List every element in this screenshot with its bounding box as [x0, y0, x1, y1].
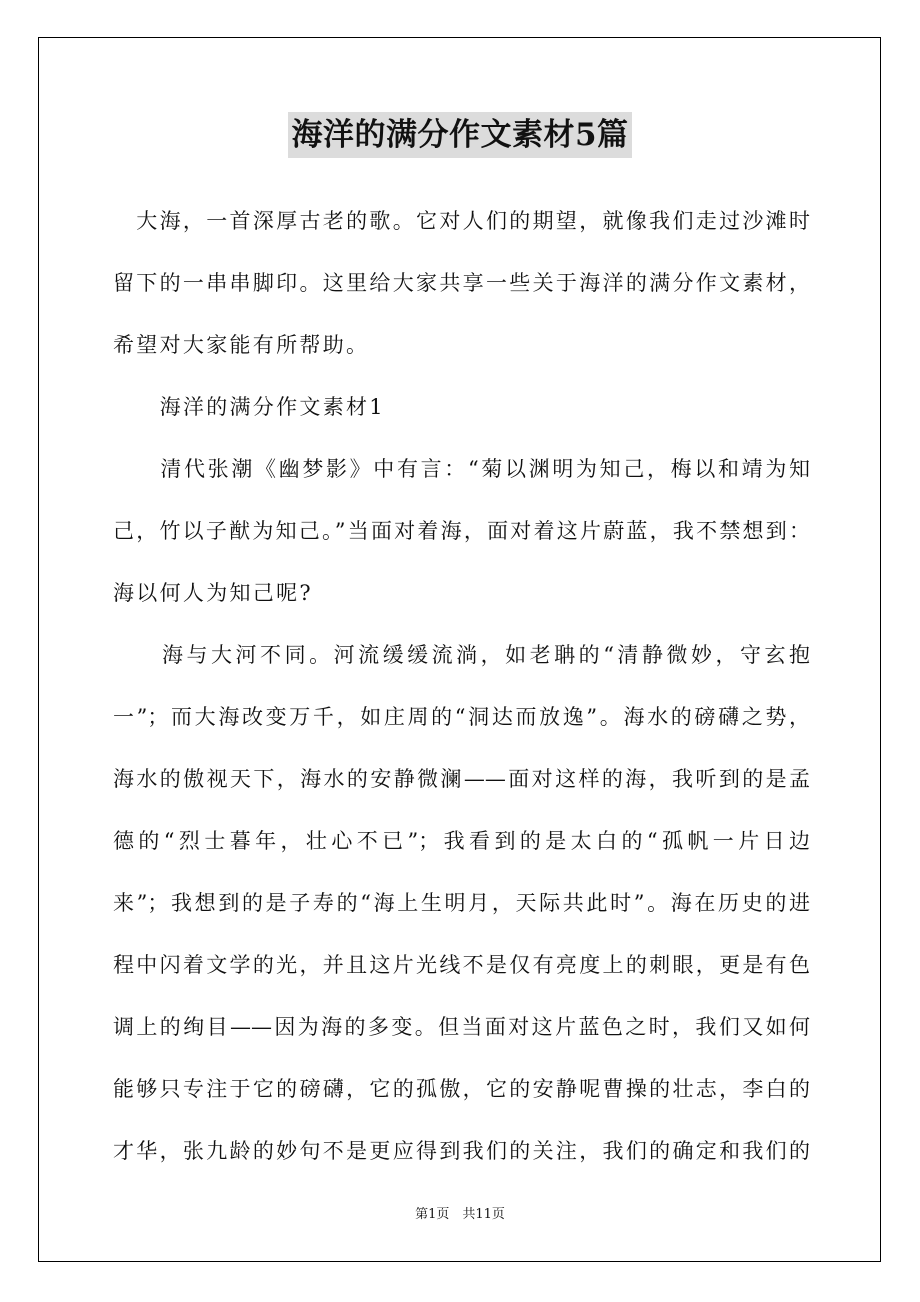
text-line: 大海，一首深厚古老的歌。它对人们的期望，就像我们走过沙滩时	[113, 209, 810, 233]
document-title: 海洋的满分作文素材5篇	[288, 112, 631, 158]
text-line: 德的“烈士暮年，壮心不已”；我看到的是太白的“孤帆一片日边	[113, 829, 810, 853]
text-line: 清代张潮《幽梦影》中有言：“菊以渊明为知己，梅以和靖为知	[113, 457, 810, 481]
text-line: 希望对大家能有所帮助。	[113, 333, 370, 357]
title-container	[0, 112, 920, 158]
document-body	[113, 190, 810, 1182]
text-line: 程中闪着文学的光，并且这片光线不是仅有亮度上的刺眼，更是有色	[113, 953, 810, 977]
text-line: 海以何人为知己呢?	[113, 581, 313, 605]
text-line: 能够只专注于它的磅礴，它的孤傲，它的安静呢曹操的壮志，李白的	[113, 1077, 810, 1101]
text-line: 来”；我想到的是子寿的“海上生明月，天际共此时”。海在历史的进	[113, 891, 810, 915]
text-line: 才华，张九龄的妙句不是更应得到我们的关注，我们的确定和我们的	[113, 1139, 810, 1163]
page-footer: 第1页 共11页	[415, 1207, 505, 1222]
section-heading: 海洋的满分作文素材1	[113, 395, 385, 419]
text-line: 一”；而大海改变万千，如庄周的“洞达而放逸”。海水的磅礴之势，	[113, 705, 810, 729]
text-line: 调上的绚目——因为海的多变。但当面对这片蓝色之时，我们又如何	[113, 1015, 810, 1039]
text-line: 海与大河不同。河流缓缓流淌，如老聃的“清静微妙，守玄抱	[113, 643, 810, 667]
text-line: 己，竹以子猷为知己。”当面对着海，面对着这片蔚蓝，我不禁想到：	[113, 519, 810, 543]
text-line: 留下的一串串脚印。这里给大家共享一些关于海洋的满分作文素材，	[113, 271, 810, 295]
text-line: 海水的傲视天下，海水的安静微澜——面对这样的海，我听到的是孟	[113, 767, 810, 791]
